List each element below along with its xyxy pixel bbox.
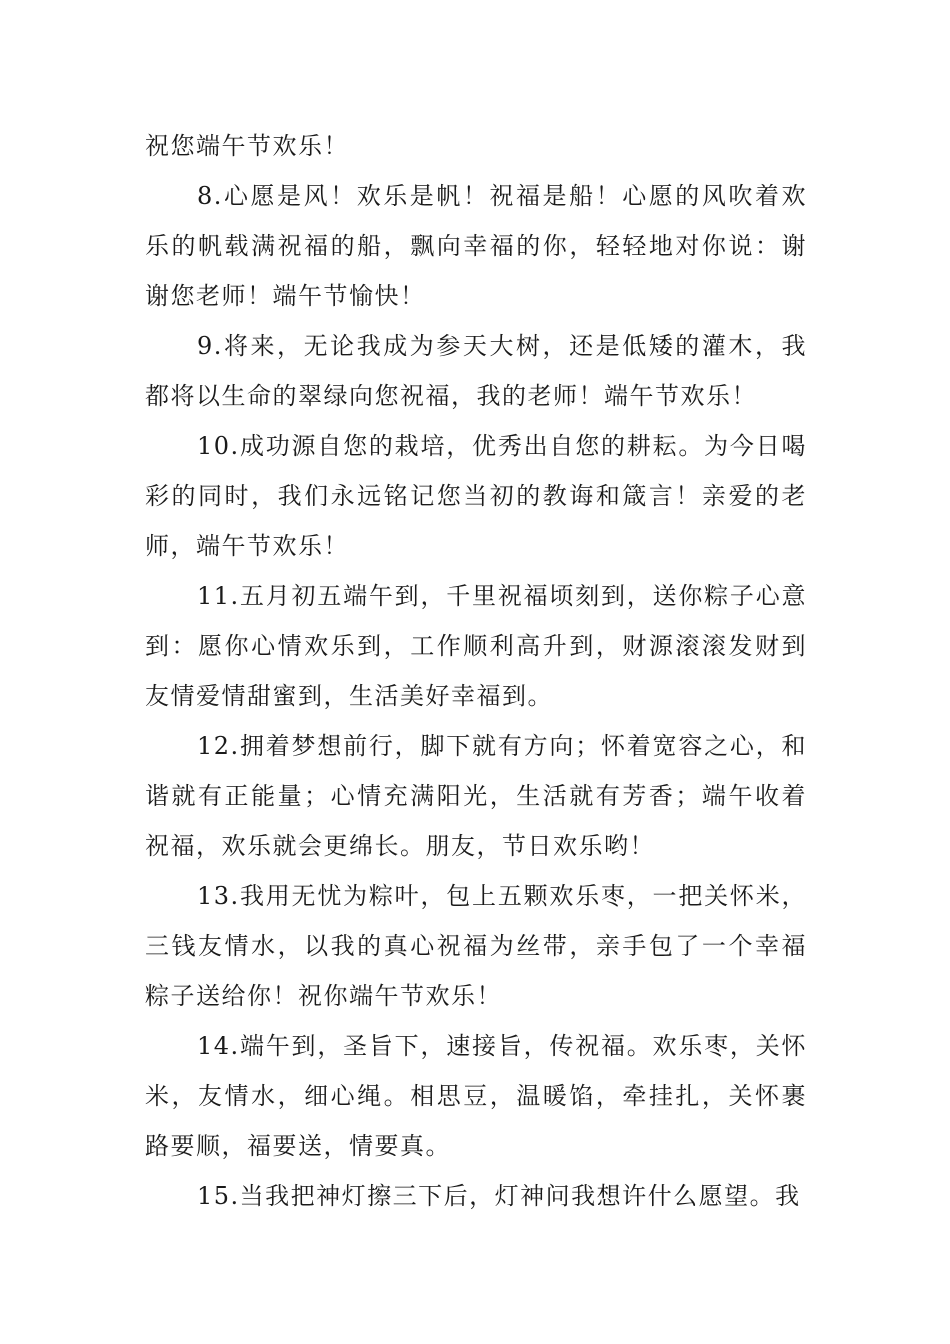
document-body <box>145 121 807 1221</box>
paragraph-item-13: 13.我用无忧为粽叶，包上五颗欢乐枣，一把关怀米，三钱友情水，以我的真心祝福为丝带，亲手包了一个幸福粽子送给你！祝你端午节欢乐！ <box>145 882 807 1010</box>
paragraph-item-11: 11.五月初五端午到，千里祝福顷刻到，送你粽子心意到：愿你心情欢乐到，工作顺利高升到，财源滚滚发财到友情爱情甜蜜到，生活美好幸福到。 <box>145 582 807 710</box>
paragraph-item-14: 14.端午到，圣旨下，速接旨，传祝福。欢乐枣，关怀米，友情水，细心绳。相思豆，温暖馅，牵挂扎，关怀裹路要顺，福要送，情要真。 <box>145 1032 807 1160</box>
paragraph-continuation: 祝您端午节欢乐！ <box>145 132 349 160</box>
paragraph-item-9: 9.将来，无论我成为参天大树，还是低矮的灌木，我都将以生命的翠绿向您祝福，我的老师！端午节欢乐！ <box>145 332 807 410</box>
paragraph-item-12: 12.拥着梦想前行，脚下就有方向；怀着宽容之心，和谐就有正能量；心情充满阳光，生活就有芳香；端午收着祝福，欢乐就会更绵长。朋友，节日欢乐哟！ <box>145 732 807 860</box>
paragraph-item-8: 8.心愿是风！欢乐是帆！祝福是船！心愿的风吹着欢乐的帆载满祝福的船，飘向幸福的你，轻轻地对你说：谢谢您老师！端午节愉快！ <box>145 182 807 310</box>
paragraph-item-10: 10.成功源自您的栽培，优秀出自您的耕耘。为今日喝彩的同时，我们永远铭记您当初的教诲和箴言！亲爱的老师，端午节欢乐！ <box>145 432 807 560</box>
paragraph-item-15: 15.当我把神灯擦三下后，灯神问我想许什么愿望。我 <box>197 1182 801 1210</box>
